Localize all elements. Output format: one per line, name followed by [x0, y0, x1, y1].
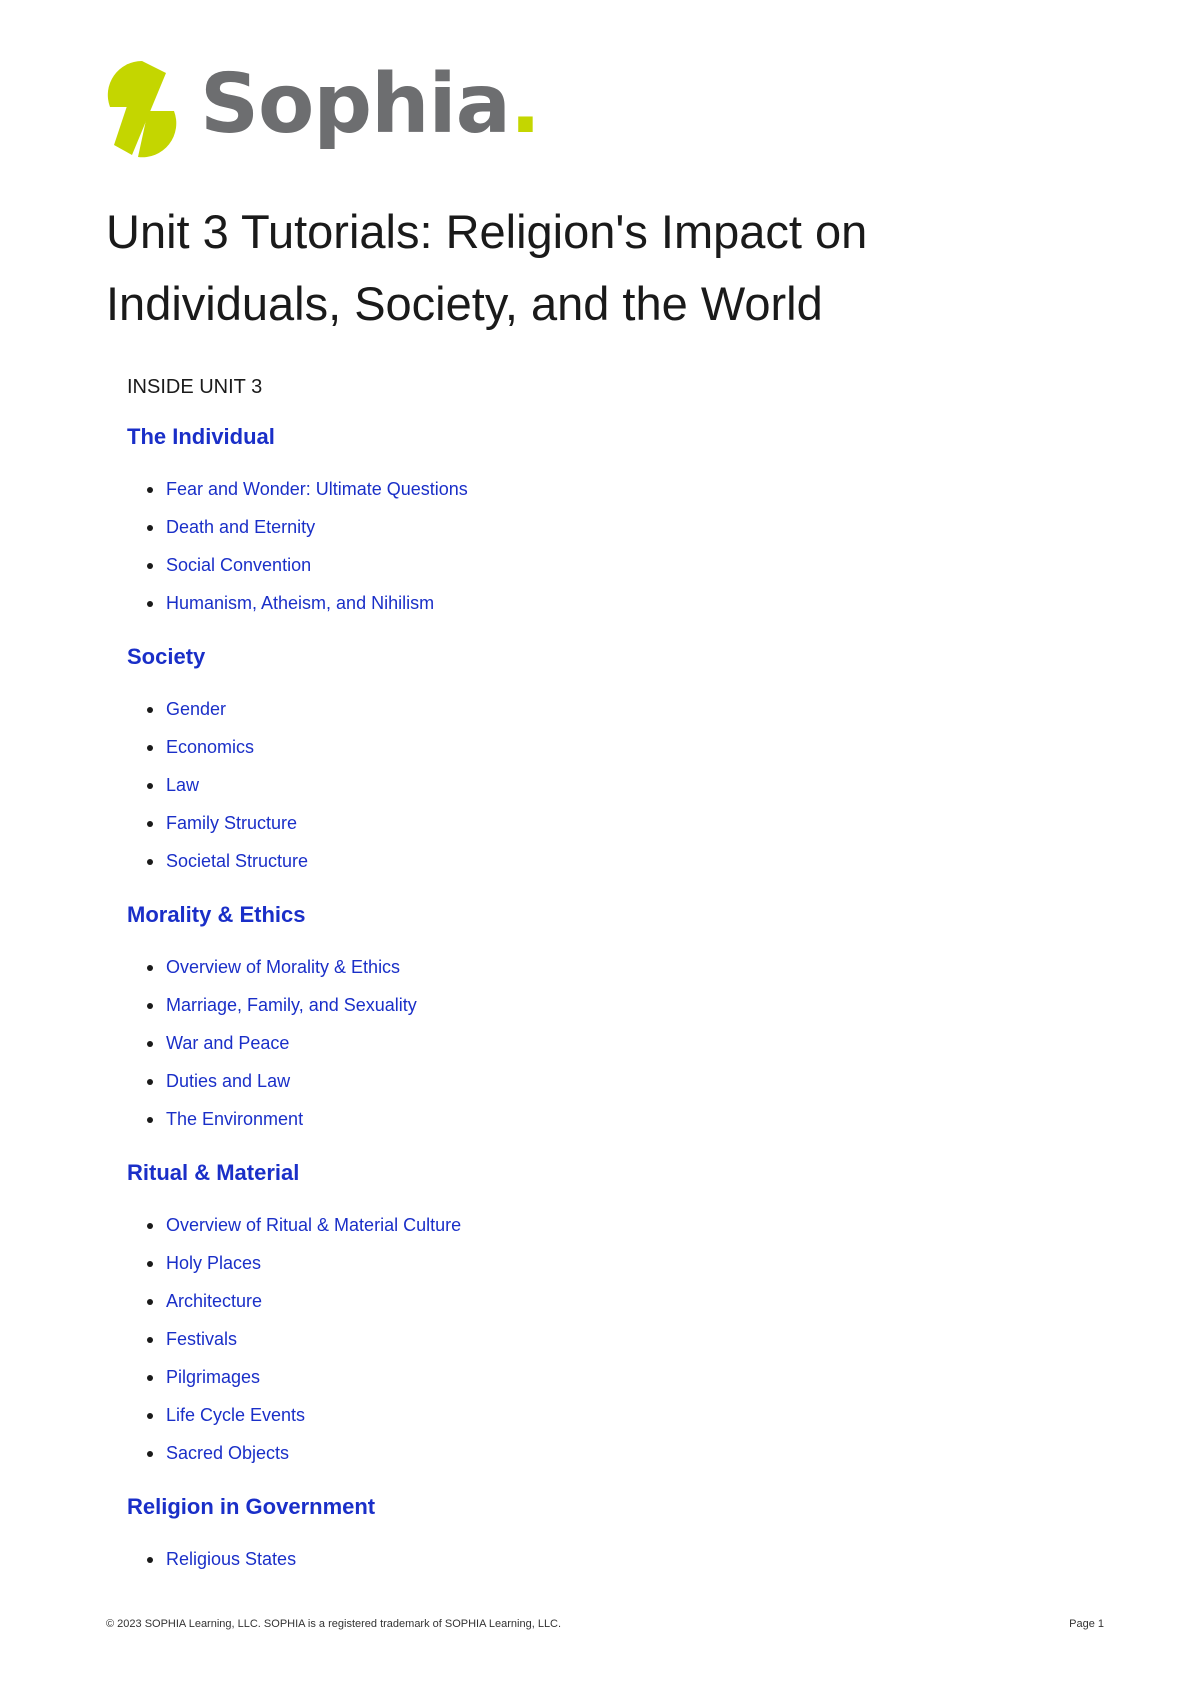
topic-link[interactable]: Life Cycle Events	[127, 1396, 1127, 1434]
page-title	[106, 196, 1106, 340]
section-heading-morality-ethics[interactable]: Morality & Ethics	[127, 902, 306, 927]
inside-unit-label: INSIDE UNIT 3	[127, 376, 263, 398]
sophia-logo-icon	[104, 59, 178, 159]
unit-contents	[127, 372, 1127, 1578]
topic-link[interactable]: Humanism, Atheism, and Nihilism	[127, 584, 1127, 622]
topic-link[interactable]: Fear and Wonder: Ultimate Questions	[127, 470, 1127, 508]
footer-page-number: Page 1	[1069, 1618, 1104, 1630]
topic-link[interactable]: Duties and Law	[127, 1062, 1127, 1100]
topic-list-morality-ethics	[127, 948, 1127, 1138]
topic-link[interactable]: Social Convention	[127, 546, 1127, 584]
topic-list-society	[127, 690, 1127, 880]
topic-link[interactable]: Law	[127, 766, 1127, 804]
topic-link[interactable]: Sacred Objects	[127, 1434, 1127, 1472]
topic-link[interactable]: Pilgrimages	[127, 1358, 1127, 1396]
topic-link[interactable]: Marriage, Family, and Sexuality	[127, 986, 1127, 1024]
section-heading-the-individual[interactable]: The Individual	[127, 424, 275, 449]
topic-link[interactable]: Religious States	[127, 1540, 1127, 1578]
footer-copyright: © 2023 SOPHIA Learning, LLC. SOPHIA is a registered trademark of SOPHIA Learning, LLC.	[106, 1618, 562, 1630]
topic-list-religion-in-government	[127, 1540, 1127, 1578]
topic-link[interactable]: Gender	[127, 690, 1127, 728]
topic-list-the-individual	[127, 470, 1127, 622]
section-heading-society[interactable]: Society	[127, 644, 206, 669]
topic-link[interactable]: The Environment	[127, 1100, 1127, 1138]
section-heading-ritual-material[interactable]: Ritual & Material	[127, 1160, 300, 1185]
topic-list-ritual-material	[127, 1206, 1127, 1472]
topic-link[interactable]: Economics	[127, 728, 1127, 766]
sophia-wordmark: Sophia.	[200, 57, 541, 152]
topic-link[interactable]: Festivals	[127, 1320, 1127, 1358]
topic-link[interactable]: Family Structure	[127, 804, 1127, 842]
sophia-logo	[104, 54, 540, 164]
topic-link[interactable]: Societal Structure	[127, 842, 1127, 880]
topic-link[interactable]: Death and Eternity	[127, 508, 1127, 546]
topic-link[interactable]: Architecture	[127, 1282, 1127, 1320]
section-heading-religion-in-government[interactable]: Religion in Government	[127, 1494, 376, 1519]
topic-link[interactable]: War and Peace	[127, 1024, 1127, 1062]
page-title-line-1: Unit 3 Tutorials: Religion's Impact on	[106, 205, 868, 258]
topic-link[interactable]: Overview of Morality & Ethics	[127, 948, 1127, 986]
topic-link[interactable]: Holy Places	[127, 1244, 1127, 1282]
page-title-line-2: Individuals, Society, and the World	[106, 277, 823, 330]
topic-link[interactable]: Overview of Ritual & Material Culture	[127, 1206, 1127, 1244]
